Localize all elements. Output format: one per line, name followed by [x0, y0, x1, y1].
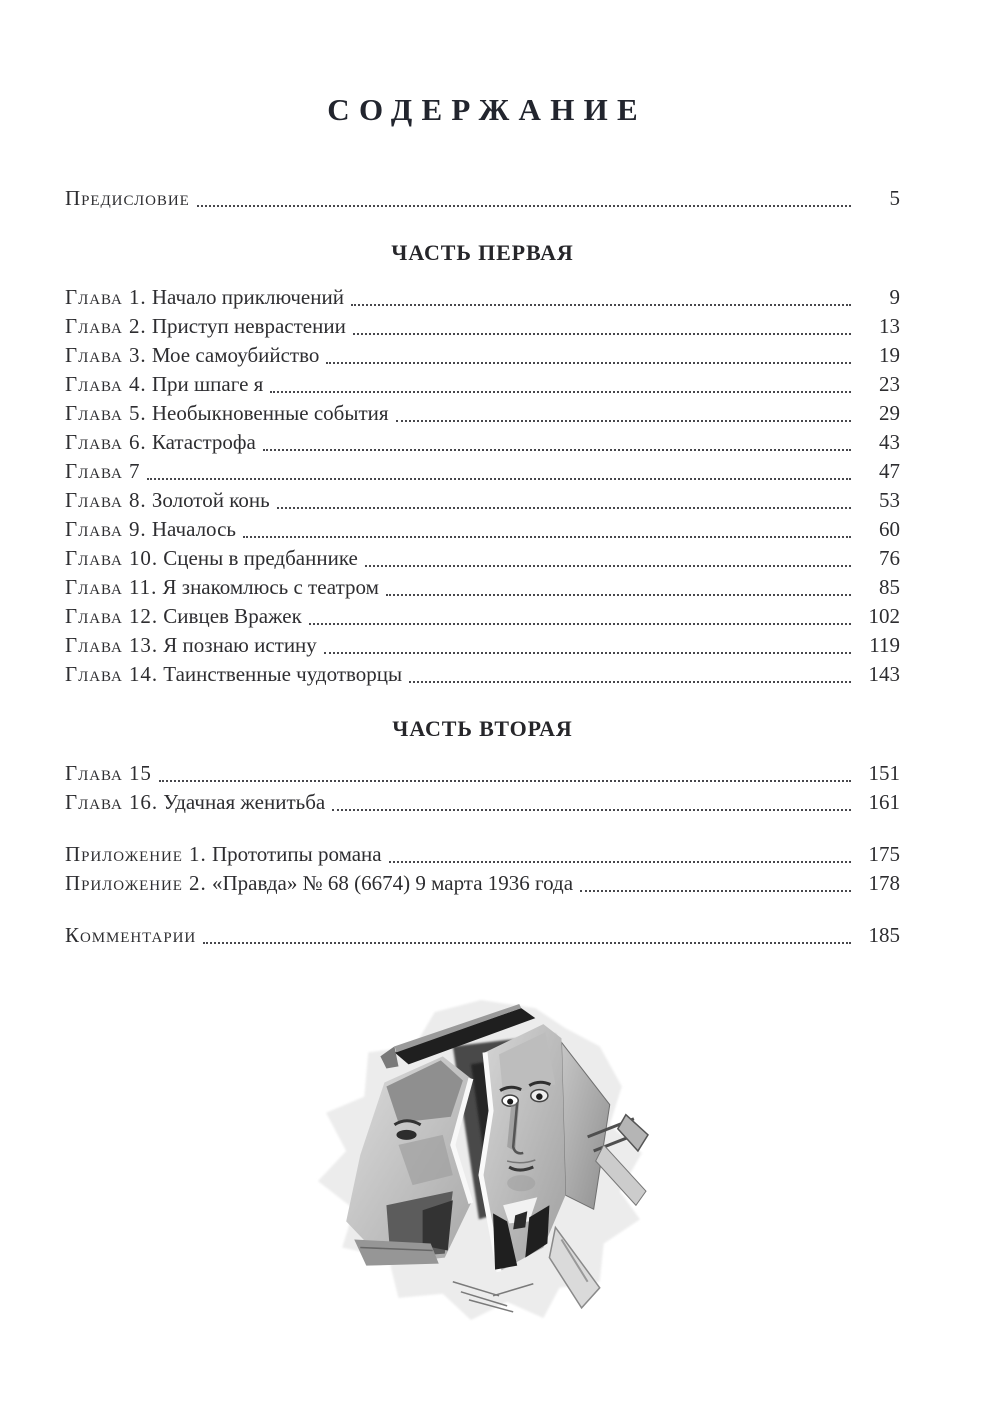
toc-entry-page-number: 161: [868, 790, 900, 814]
dot-leader: [409, 681, 851, 683]
toc-entry: [65, 660, 900, 689]
toc-entry-prefix: Приложение 2.: [65, 871, 207, 895]
toc-entry-title: Золотой конь: [151, 488, 270, 512]
toc-entry: [65, 370, 900, 399]
toc-entry-title: Я знакомлюсь с театром: [162, 575, 379, 599]
toc-entry-page-number: 76: [879, 546, 900, 570]
toc-entry: [65, 602, 900, 631]
toc-entry: [65, 544, 900, 573]
dot-leader: [389, 861, 851, 863]
toc-entry-label: [65, 341, 319, 370]
toc-entry-prefix: Глава 7: [65, 459, 141, 483]
toc-entry-label: [65, 921, 196, 950]
toc-entry-label: [65, 515, 236, 544]
toc-entry: [65, 283, 900, 312]
dot-leader: [263, 449, 851, 451]
toc-entry-prefix: Глава 11.: [65, 575, 158, 599]
dot-leader: [580, 890, 851, 892]
toc-entry: [65, 486, 900, 515]
dot-leader: [353, 333, 851, 335]
toc-entry-title: Приступ неврастении: [151, 314, 346, 338]
dot-leader: [365, 565, 851, 567]
toc-entry-page-number: 185: [868, 923, 900, 947]
toc-entry-label: [65, 573, 379, 602]
dot-leader: [270, 391, 851, 393]
toc-list: [65, 184, 900, 950]
toc-entry-label: [65, 788, 325, 817]
toc-entry-prefix: Глава 6.: [65, 430, 147, 454]
toc-entry-title: Я познаю истину: [163, 633, 317, 657]
toc-entry-prefix: Глава 3.: [65, 343, 147, 367]
toc-entry-prefix: Глава 8.: [65, 488, 147, 512]
toc-entry-label: [65, 869, 573, 898]
toc-entry-prefix: Комментарии: [65, 923, 197, 947]
toc-entry-title: Необыкновенные события: [151, 401, 389, 425]
toc-entry-label: [65, 660, 402, 689]
toc-entry-page-number: 102: [868, 604, 900, 628]
toc-entry-page-number: 5: [889, 186, 900, 210]
dot-leader: [277, 507, 851, 509]
toc-entry-prefix: Глава 14.: [65, 662, 159, 686]
toc-entry: [65, 399, 900, 428]
toc-entry-title: Прототипы романа: [211, 842, 382, 866]
toc-entry: [65, 573, 900, 602]
toc-section-header: ЧАСТЬ ВТОРАЯ: [392, 716, 573, 741]
torn-portrait-illustration: [297, 994, 669, 1326]
toc-entry-page-number: 85: [879, 575, 900, 599]
toc-entry: [65, 457, 900, 486]
toc-entry-page-number: 178: [868, 871, 900, 895]
dot-leader: [159, 780, 851, 782]
toc-entry-page-number: 60: [879, 517, 900, 541]
toc-section-header: ЧАСТЬ ПЕРВАЯ: [391, 240, 574, 265]
toc-entry-prefix: Глава 12.: [65, 604, 159, 628]
toc-entry-title: Начало приключений: [151, 285, 344, 309]
toc-entry-label: [65, 544, 358, 573]
toc-entry-title: Катастрофа: [151, 430, 256, 454]
dot-leader: [396, 420, 851, 422]
profile-eye: [396, 1130, 416, 1140]
toc-entry-page-number: 13: [879, 314, 900, 338]
toc-entry-title: Мое самоубийство: [151, 343, 320, 367]
toc-entry-page-number: 9: [889, 285, 900, 309]
toc-entry-prefix: Глава 1.: [65, 285, 147, 309]
toc-entry-title: «Правда» № 68 (6674) 9 марта 1936 года: [211, 871, 574, 895]
toc-entry-label: [65, 759, 152, 788]
toc-entry: [65, 788, 900, 817]
dot-leader: [351, 304, 851, 306]
toc-entry: [65, 184, 900, 213]
toc-entry: [65, 631, 900, 660]
toc-entry-page-number: 29: [879, 401, 900, 425]
toc-entry-prefix: Предисловие: [65, 186, 190, 210]
toc-entry-page-number: 151: [868, 761, 900, 785]
toc-entry-prefix: Глава 5.: [65, 401, 147, 425]
toc-entry-label: [65, 399, 389, 428]
dot-leader: [243, 536, 851, 538]
toc-entry-title: Сивцев Вражек: [163, 604, 302, 628]
toc-entry-label: [65, 486, 270, 515]
toc-entry: [65, 428, 900, 457]
toc-entry-prefix: Приложение 1.: [65, 842, 207, 866]
toc-entry-prefix: Глава 13.: [65, 633, 159, 657]
left-pupil: [507, 1099, 513, 1105]
dot-leader: [147, 478, 851, 480]
toc-entry: [65, 921, 900, 950]
toc-entry-page-number: 143: [868, 662, 900, 686]
illustration-container: [65, 994, 900, 1326]
toc-entry: [65, 869, 900, 898]
toc-entry: [65, 515, 900, 544]
toc-entry-label: [65, 312, 346, 341]
toc-entry-label: [65, 840, 382, 869]
toc-entry-title: Сцены в предбаннике: [163, 546, 358, 570]
toc-entry-title: Удачная женитьба: [163, 790, 326, 814]
toc-entry-page-number: 23: [879, 372, 900, 396]
toc-entry: [65, 759, 900, 788]
toc-entry-label: [65, 283, 344, 312]
toc-entry: [65, 312, 900, 341]
toc-entry-label: [65, 602, 302, 631]
toc-entry-title: При шпаге я: [151, 372, 264, 396]
toc-entry-label: [65, 631, 317, 660]
dot-leader: [332, 809, 851, 811]
toc-entry-label: [65, 428, 256, 457]
dot-leader: [197, 205, 851, 207]
toc-entry-title: Началось: [151, 517, 236, 541]
toc-entry: [65, 840, 900, 869]
toc-entry-prefix: Глава 15: [65, 761, 152, 785]
toc-entry-page-number: 19: [879, 343, 900, 367]
toc-entry-prefix: Глава 9.: [65, 517, 147, 541]
toc-entry-page-number: 119: [869, 633, 900, 657]
dot-leader: [326, 362, 851, 364]
toc-entry-prefix: Глава 2.: [65, 314, 147, 338]
dot-leader: [386, 594, 851, 596]
toc-entry-prefix: Глава 4.: [65, 372, 147, 396]
dot-leader: [309, 623, 851, 625]
toc-entry: [65, 341, 900, 370]
bottom-left-strip: [354, 1239, 439, 1265]
toc-entry-page-number: 53: [879, 488, 900, 512]
dot-leader: [203, 942, 851, 944]
toc-entry-page-number: 47: [879, 459, 900, 483]
toc-entry-label: [65, 457, 140, 486]
toc-entry-label: [65, 370, 263, 399]
toc-entry-page-number: 43: [879, 430, 900, 454]
toc-entry-label: [65, 184, 190, 213]
toc-entry-prefix: Глава 16.: [65, 790, 159, 814]
chin-shade: [507, 1175, 535, 1191]
dot-leader: [324, 652, 851, 654]
right-pupil: [536, 1093, 542, 1099]
toc-entry-prefix: Глава 10.: [65, 546, 159, 570]
toc-entry-page-number: 175: [868, 842, 900, 866]
toc-entry-title: Таинственные чудотворцы: [163, 662, 403, 686]
page-title: СОДЕРЖАНИЕ: [327, 92, 648, 127]
